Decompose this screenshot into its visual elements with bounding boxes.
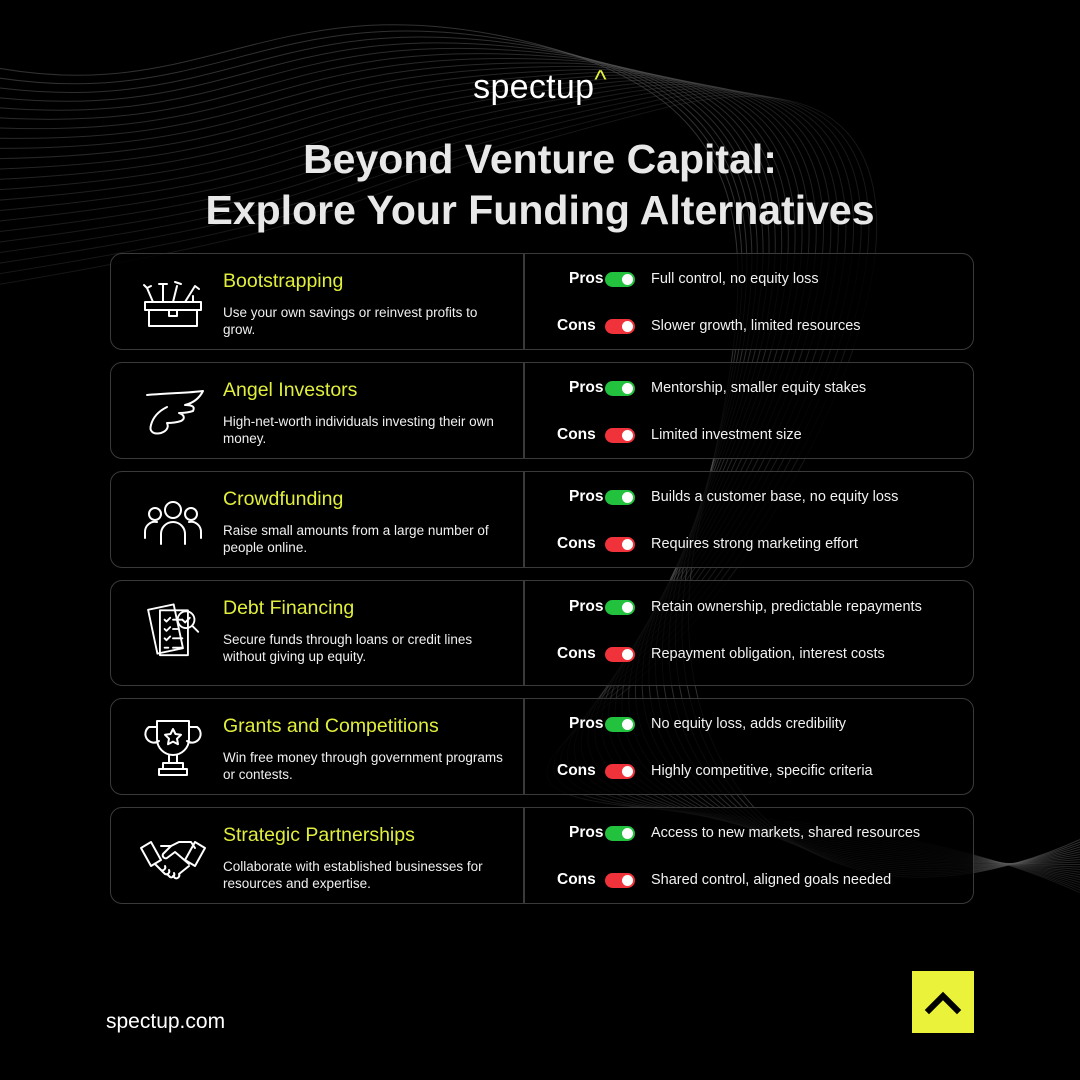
cons-label: Cons bbox=[557, 871, 596, 888]
card-divider bbox=[523, 808, 525, 903]
pros-text: Builds a customer base, no equity loss bbox=[651, 489, 899, 505]
funding-options-list bbox=[110, 253, 974, 916]
pros-label: Pros bbox=[569, 598, 604, 615]
cons-label: Cons bbox=[557, 762, 596, 779]
option-description: Raise small amounts from a large number of people online. bbox=[223, 523, 489, 555]
pros-row bbox=[557, 595, 922, 619]
pros-row bbox=[557, 376, 866, 400]
option-description: Use your own savings or reinvest profits to grow. bbox=[223, 305, 478, 337]
cons-label: Cons bbox=[557, 645, 596, 662]
cons-row bbox=[557, 868, 891, 892]
card-divider bbox=[523, 581, 525, 685]
option-description: Secure funds through loans or credit lines without giving up equity. bbox=[223, 632, 473, 664]
cons-text: Shared control, aligned goals needed bbox=[651, 872, 892, 888]
pros-text: Mentorship, smaller equity stakes bbox=[651, 380, 867, 396]
cons-toggle-icon bbox=[605, 873, 635, 888]
people-group-icon bbox=[137, 494, 209, 550]
footer-url[interactable]: spectup.com bbox=[106, 1010, 226, 1033]
cons-toggle-icon bbox=[605, 537, 635, 552]
scroll-up-button[interactable] bbox=[912, 971, 974, 1033]
option-name: Bootstrapping bbox=[223, 270, 344, 292]
cons-toggle-icon bbox=[605, 764, 635, 779]
cons-row bbox=[557, 532, 858, 556]
option-name: Debt Financing bbox=[223, 597, 355, 619]
pros-toggle-icon bbox=[605, 717, 635, 732]
pros-text: Full control, no equity loss bbox=[651, 271, 819, 287]
pros-label: Pros bbox=[569, 488, 604, 505]
pros-label: Pros bbox=[569, 715, 604, 732]
pros-row bbox=[557, 485, 898, 509]
cons-text: Requires strong marketing effort bbox=[651, 536, 858, 552]
pros-toggle-icon bbox=[605, 600, 635, 615]
funding-card-debt-financing bbox=[110, 580, 974, 686]
cons-text: Repayment obligation, interest costs bbox=[651, 646, 885, 662]
cons-row bbox=[557, 642, 885, 666]
cons-label: Cons bbox=[557, 426, 596, 443]
cons-label: Cons bbox=[557, 535, 596, 552]
cons-row bbox=[557, 423, 802, 447]
card-divider bbox=[523, 254, 525, 349]
option-name: Strategic Partnerships bbox=[223, 824, 415, 846]
card-divider bbox=[523, 699, 525, 794]
pros-row bbox=[557, 267, 819, 291]
funding-card-angel-investors bbox=[110, 362, 974, 459]
card-divider bbox=[523, 472, 525, 567]
pros-row bbox=[557, 821, 920, 845]
pros-label: Pros bbox=[569, 824, 604, 841]
pros-row bbox=[557, 712, 846, 736]
cons-text: Slower growth, limited resources bbox=[651, 318, 861, 334]
handshake-icon bbox=[137, 830, 209, 886]
trophy-icon bbox=[137, 717, 209, 779]
option-description: High-net-worth individuals investing their own money. bbox=[223, 414, 494, 446]
funding-card-grants-competitions bbox=[110, 698, 974, 795]
pros-text: No equity loss, adds credibility bbox=[651, 716, 847, 732]
funding-card-crowdfunding bbox=[110, 471, 974, 568]
cons-row bbox=[557, 314, 861, 338]
pros-label: Pros bbox=[569, 379, 604, 396]
pros-text: Retain ownership, predictable repayments bbox=[651, 599, 922, 615]
option-description: Collaborate with established businesses for resources and expertise. bbox=[223, 859, 483, 891]
pros-label: Pros bbox=[569, 270, 604, 287]
option-name: Grants and Competitions bbox=[223, 715, 439, 737]
pros-toggle-icon bbox=[605, 490, 635, 505]
cons-label: Cons bbox=[557, 317, 596, 334]
card-divider bbox=[523, 363, 525, 458]
cons-toggle-icon bbox=[605, 647, 635, 662]
title-line-1: Beyond Venture Capital: bbox=[303, 136, 777, 182]
cons-row bbox=[557, 759, 873, 783]
brand-caret: ^ bbox=[594, 64, 607, 94]
title-line-2: Explore Your Funding Alternatives bbox=[205, 187, 875, 233]
funding-card-bootstrapping bbox=[110, 253, 974, 350]
document-audit-icon bbox=[137, 601, 209, 657]
funding-card-strategic-partnerships bbox=[110, 807, 974, 904]
toolbox-icon bbox=[137, 276, 209, 332]
cons-toggle-icon bbox=[605, 428, 635, 443]
pros-text: Access to new markets, shared resources bbox=[651, 825, 921, 841]
pros-toggle-icon bbox=[605, 381, 635, 396]
option-description: Win free money through government programs or contests. bbox=[223, 750, 503, 782]
cons-text: Highly competitive, specific criteria bbox=[651, 763, 873, 779]
option-name: Angel Investors bbox=[223, 379, 358, 401]
brand-name: spectup bbox=[473, 68, 595, 106]
chevron-up-icon bbox=[923, 988, 963, 1016]
wing-icon bbox=[137, 385, 209, 441]
pros-toggle-icon bbox=[605, 826, 635, 841]
cons-toggle-icon bbox=[605, 319, 635, 334]
option-name: Crowdfunding bbox=[223, 488, 344, 510]
page-title bbox=[0, 134, 1080, 236]
cons-text: Limited investment size bbox=[651, 427, 802, 443]
pros-toggle-icon bbox=[605, 272, 635, 287]
brand-logo bbox=[0, 64, 1080, 107]
